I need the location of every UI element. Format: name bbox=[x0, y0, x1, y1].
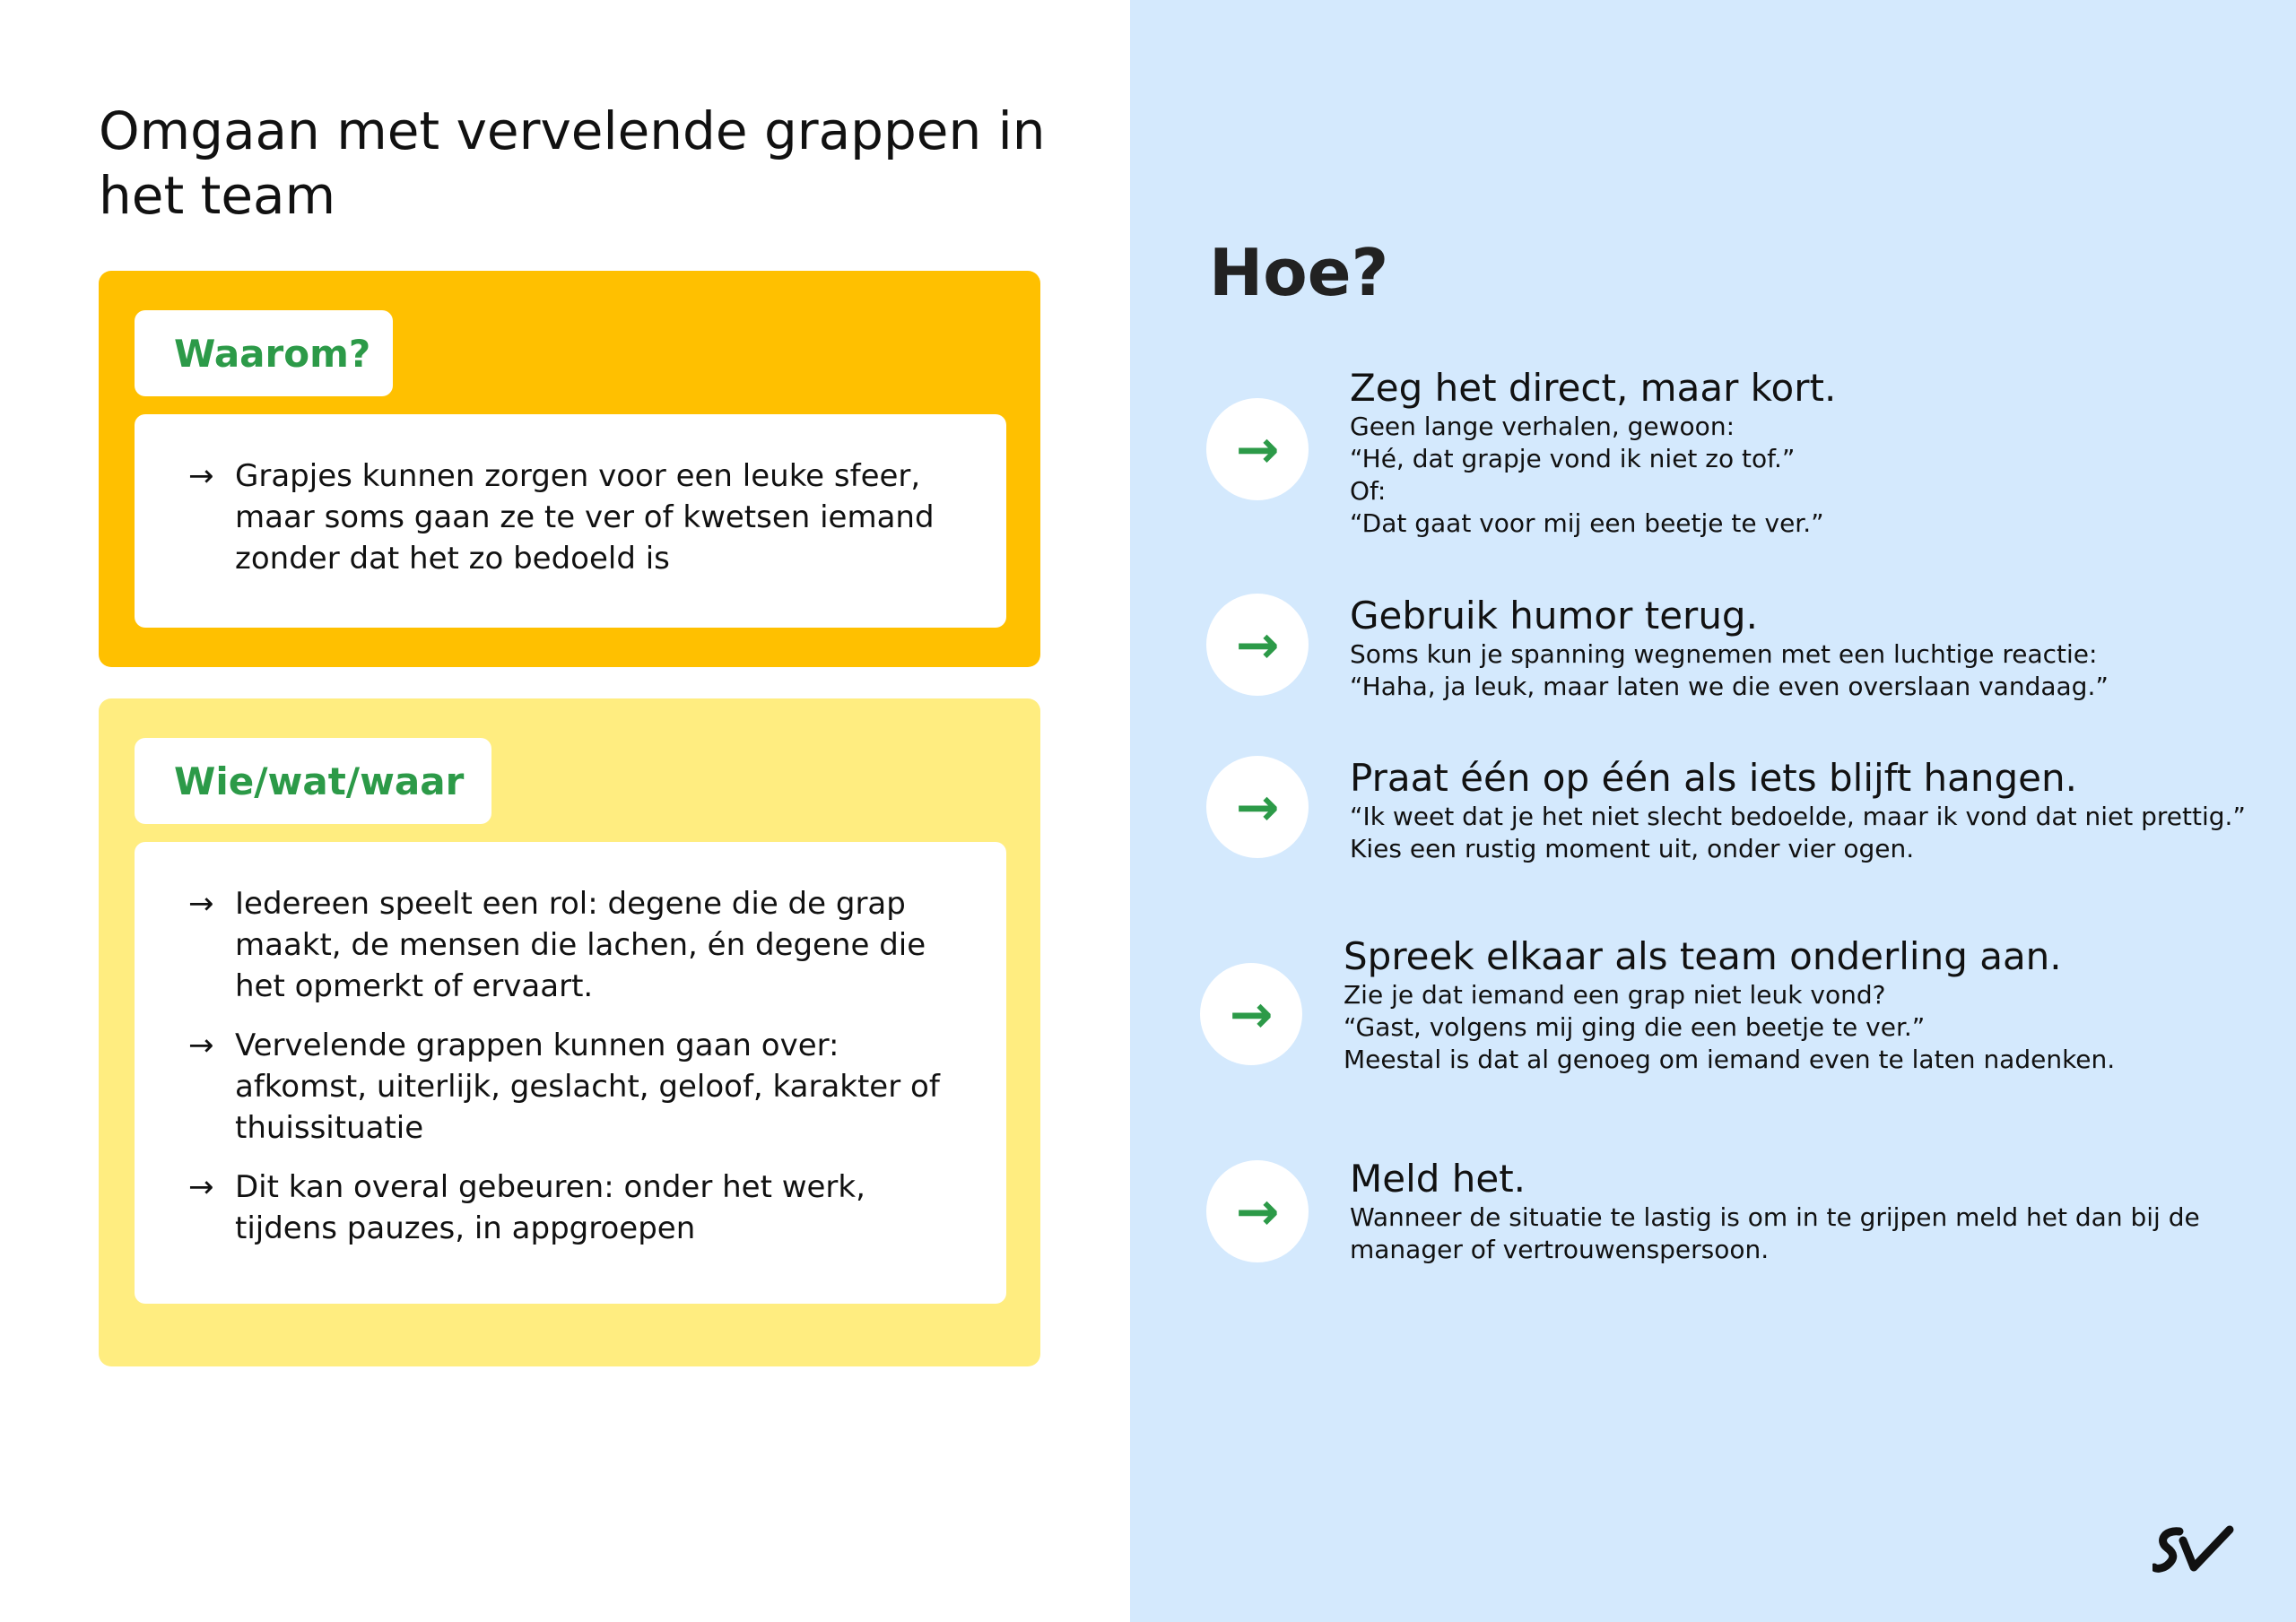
who-panel bbox=[99, 698, 1040, 1366]
bullet-text: Dit kan overal gebeuren: onder het werk, tijdens pauzes, in appgroepen bbox=[235, 1169, 865, 1246]
arrow-right-icon: → bbox=[188, 1169, 214, 1205]
step-title: Gebruik humor terug. bbox=[1350, 594, 1758, 638]
step-line: “Hé, dat grapje vond ik niet zo tof.” bbox=[1350, 444, 1796, 473]
step-text bbox=[1350, 756, 2283, 865]
arrow-right-icon: → bbox=[1206, 1160, 1309, 1262]
step-title: Meld het. bbox=[1350, 1157, 1526, 1201]
arrow-right-icon: → bbox=[188, 458, 214, 494]
arrow-right-icon: → bbox=[1206, 594, 1309, 696]
who-card bbox=[135, 842, 1006, 1304]
list-item bbox=[188, 1025, 970, 1149]
how-title: Hoe? bbox=[1209, 235, 1389, 310]
step-line: Kies een rustig moment uit, onder vier ogen. bbox=[1350, 834, 1915, 863]
list-item bbox=[188, 455, 970, 579]
step-line: “Ik weet dat je het niet slecht bedoelde, maar ik vond dat niet prettig.” bbox=[1350, 802, 2246, 831]
arrow-right-icon: → bbox=[188, 1028, 214, 1063]
sv-logo-icon bbox=[2152, 1524, 2235, 1574]
step-line: “Gast, volgens mij ging die een beetje te ver.” bbox=[1344, 1012, 1926, 1042]
arrow-right-icon: → bbox=[1206, 398, 1309, 500]
why-label: Waarom? bbox=[135, 310, 393, 396]
step-line: Of: bbox=[1350, 476, 1387, 506]
step-text bbox=[1350, 594, 2283, 703]
why-card bbox=[135, 414, 1006, 628]
step-title: Zeg het direct, maar kort. bbox=[1350, 366, 1837, 410]
bullet-text: Iedereen speelt een rol: degene die de grap maakt, de mensen die lachen, én degene die het opmerkt of ervaart. bbox=[235, 886, 926, 1004]
arrow-right-icon: → bbox=[1206, 756, 1309, 858]
list-item bbox=[188, 1167, 970, 1249]
step-text bbox=[1344, 934, 2276, 1076]
step-text bbox=[1350, 1157, 2283, 1266]
step-text bbox=[1350, 366, 2283, 540]
list-item bbox=[188, 883, 970, 1007]
who-label: Wie/wat/waar bbox=[135, 738, 491, 824]
step-line: “Haha, ja leuk, maar laten we die even overslaan vandaag.” bbox=[1350, 672, 2109, 701]
arrow-right-icon: → bbox=[188, 886, 214, 922]
step-line: Meestal is dat al genoeg om iemand even te laten nadenken. bbox=[1344, 1045, 2116, 1074]
step-line: Wanneer de situatie te lastig is om in te grijpen meld het dan bij de bbox=[1350, 1202, 2200, 1232]
page-title: Omgaan met vervelende grappen in het team bbox=[99, 100, 1046, 226]
step-line: Zie je dat iemand een grap niet leuk vond? bbox=[1344, 980, 1886, 1010]
step-title: Spreek elkaar als team onderling aan. bbox=[1344, 934, 2062, 978]
bullet-text: Grapjes kunnen zorgen voor een leuke sfeer, maar soms gaan ze te ver of kwetsen iemand zonder dat het zo bedoeld is bbox=[235, 458, 935, 577]
step-title: Praat één op één als iets blijft hangen. bbox=[1350, 756, 2077, 800]
step-line: “Dat gaat voor mij een beetje te ver.” bbox=[1350, 508, 1824, 538]
why-panel bbox=[99, 271, 1040, 667]
bullet-text: Vervelende grappen kunnen gaan over: afkomst, uiterlijk, geslacht, geloof, karakter of thuissituatie bbox=[235, 1028, 940, 1146]
arrow-right-icon: → bbox=[1200, 963, 1302, 1065]
step-line: Soms kun je spanning wegnemen met een luchtige reactie: bbox=[1350, 639, 2098, 669]
step-line: manager of vertrouwenspersoon. bbox=[1350, 1235, 1770, 1264]
step-line: Geen lange verhalen, gewoon: bbox=[1350, 412, 1735, 441]
